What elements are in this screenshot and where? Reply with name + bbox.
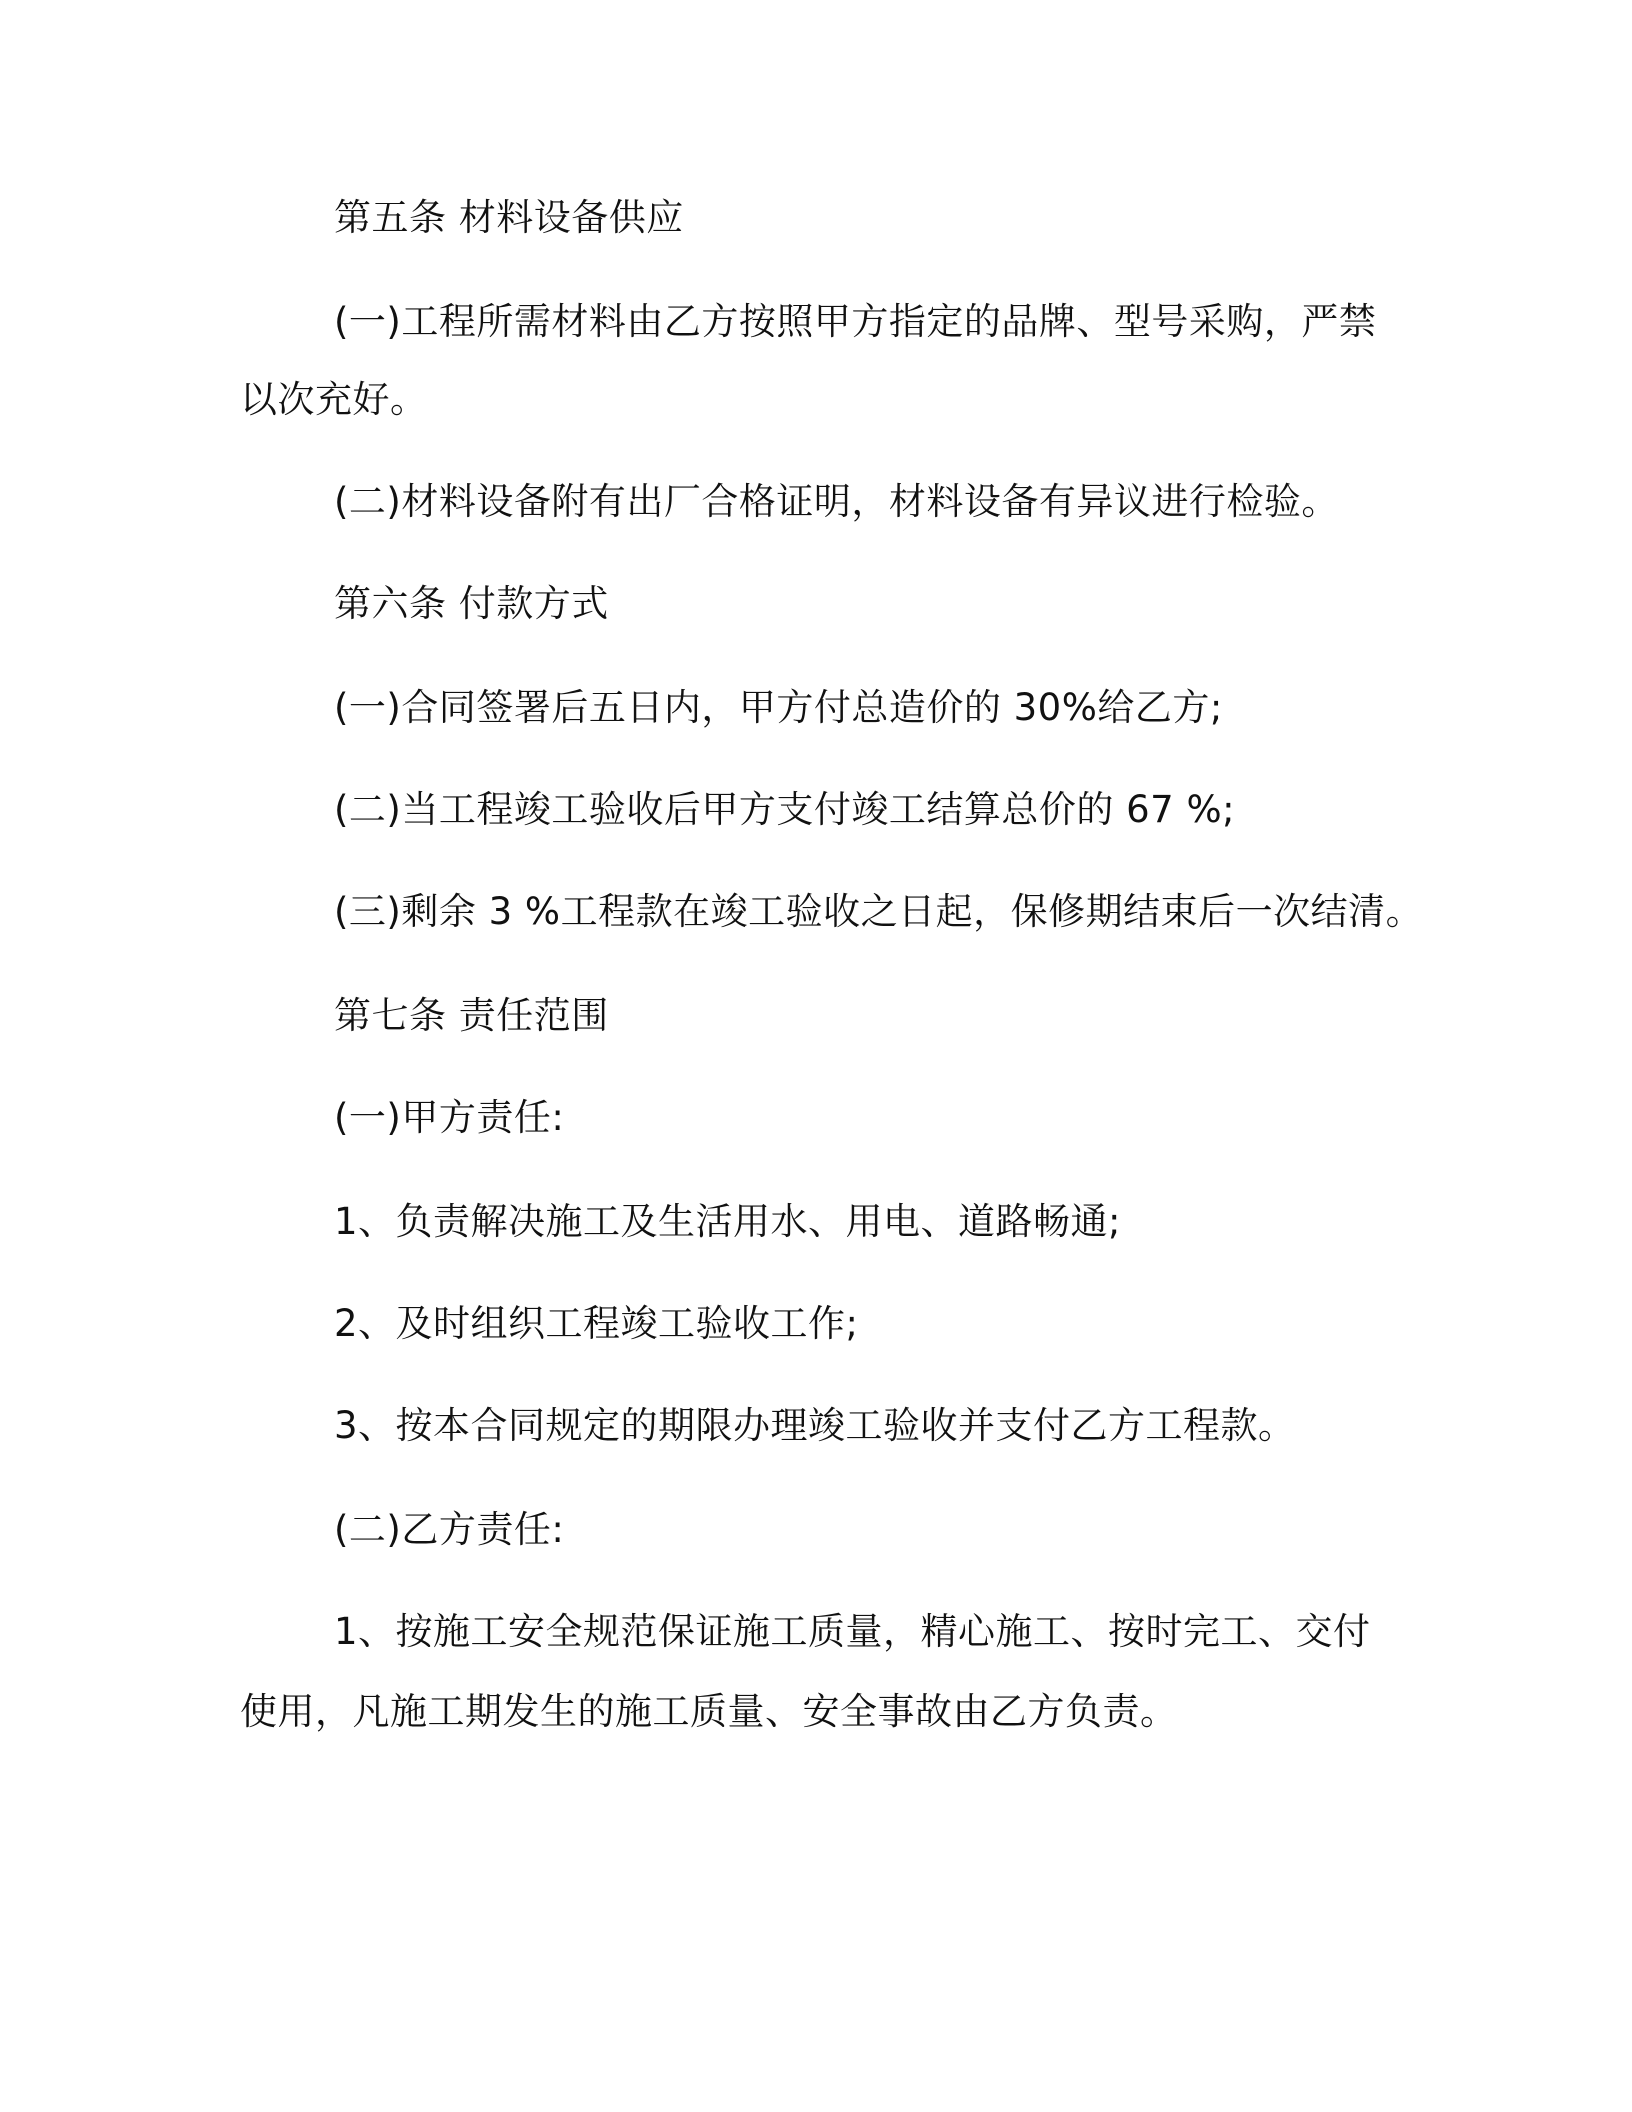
- party-a-item-3: 3、按本合同规定的期限办理竣工验收并支付乙方工程款。: [334, 1404, 1296, 1447]
- article-6-item-1: (一)合同签署后五日内，甲方付总造价的 30%给乙方;: [334, 686, 1223, 729]
- party-a-item-2: 2、及时组织工程竣工验收工作;: [334, 1302, 859, 1345]
- article-6-heading: 第六条 付款方式: [334, 582, 609, 625]
- article-7-heading: 第七条 责任范围: [334, 994, 609, 1037]
- article-5-item-2: (二)材料设备附有出厂合格证明，材料设备有异议进行检验。: [334, 480, 1339, 523]
- party-b-item-1-line-1: 1、按施工安全规范保证施工质量，精心施工、按时完工、交付: [334, 1610, 1371, 1653]
- party-b-responsibility-heading: (二)乙方责任:: [334, 1508, 565, 1551]
- party-b-item-1-line-2: 使用，凡施工期发生的施工质量、安全事故由乙方负责。: [240, 1690, 1178, 1733]
- article-5-item-1-line-2: 以次充好。: [240, 378, 428, 421]
- article-5-heading: 第五条 材料设备供应: [334, 196, 684, 239]
- party-a-responsibility-heading: (一)甲方责任:: [334, 1096, 565, 1139]
- article-6-item-3: (三)剩余 3 %工程款在竣工验收之日起，保修期结束后一次结清。: [334, 890, 1424, 933]
- article-6-item-2: (二)当工程竣工验收后甲方支付竣工结算总价的 67 %;: [334, 788, 1236, 831]
- party-a-item-1: 1、负责解决施工及生活用水、用电、道路畅通;: [334, 1200, 1122, 1243]
- article-5-item-1-line-1: (一)工程所需材料由乙方按照甲方指定的品牌、型号采购，严禁: [334, 300, 1377, 343]
